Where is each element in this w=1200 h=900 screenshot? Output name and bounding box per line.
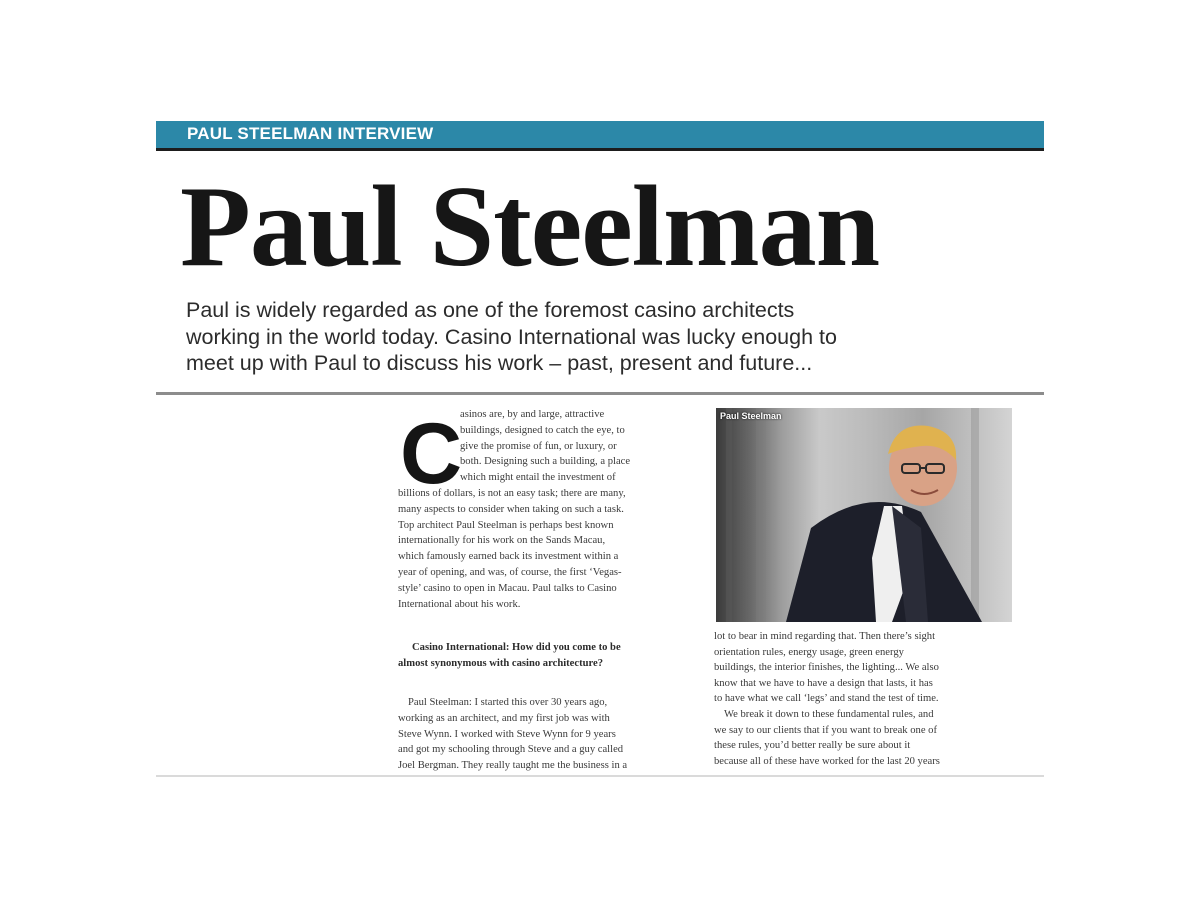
- intro-line: buildings, designed to catch the eye, to: [460, 424, 625, 436]
- intro-line: Top architect Paul Steelman is perhaps best known: [398, 519, 614, 531]
- section-divider: [156, 392, 1044, 395]
- right-line: buildings, the interior finishes, the lighting... We also: [714, 662, 939, 674]
- headline: Paul Steelman: [180, 163, 880, 291]
- intro-line: style’ casino to open in Macau. Paul talks to Casino: [398, 582, 617, 594]
- standfirst-line: meet up with Paul to discuss his work – past, present and future...: [186, 351, 813, 375]
- portrait-illustration: [716, 408, 1012, 622]
- photo-caption: Paul Steelman: [720, 411, 782, 421]
- answer-line: working as an architect, and my first job was with: [398, 712, 610, 724]
- intro-paragraph: [398, 407, 696, 612]
- intro-line: International about his work.: [398, 598, 521, 610]
- intro-line: which famously earned back its investment within a: [398, 551, 619, 563]
- intro-line: billions of dollars, is not an easy task; there are many,: [398, 487, 626, 499]
- section-banner-label: PAUL STEELMAN INTERVIEW: [187, 124, 434, 143]
- intro-line: both. Designing such a building, a place: [460, 456, 631, 468]
- question-line: Casino International: How did you come to be: [412, 642, 621, 653]
- answer-line: Joel Bergman. They really taught me the business in a: [398, 760, 628, 772]
- intro-line: asinos are, by and large, attractive: [460, 409, 605, 420]
- intro-line: internationally for his work on the Sands Macau,: [398, 535, 606, 547]
- section-banner: [156, 121, 1044, 151]
- standfirst-line: Paul is widely regarded as one of the foremost casino architects: [186, 298, 795, 322]
- answer-line: and got my schooling through Steve and a guy called: [398, 744, 624, 756]
- intro-line: give the promise of fun, or luxury, or: [460, 440, 617, 452]
- page-bottom-edge: [156, 775, 1044, 777]
- intro-line: many aspects to consider when taking on such a task.: [398, 503, 624, 515]
- interview-answer: [398, 695, 696, 774]
- right-line: We break it down to these fundamental rules, and: [724, 708, 934, 720]
- right-line: know that we have to have a design that lasts, it has: [714, 677, 933, 689]
- standfirst: [186, 297, 1026, 377]
- standfirst-line: working in the world today. Casino International was lucky enough to: [186, 324, 837, 349]
- intro-line: which might entail the investment of: [460, 472, 616, 484]
- answer-line: Steve Wynn. I worked with Steve Wynn for 9 years: [398, 728, 616, 740]
- drop-cap: C: [400, 406, 463, 502]
- intro-line: year of opening, and was, of course, the first ‘Vegas-: [398, 566, 622, 578]
- answer-line: Paul Steelman: I started this over 30 years ago,: [408, 697, 608, 708]
- right-line: these rules, you’d better really be sure about it: [714, 740, 911, 752]
- interview-question: [398, 640, 696, 672]
- right-line: lot to bear in mind regarding that. Then there’s sight: [714, 631, 936, 642]
- magazine-page: [156, 121, 1044, 777]
- right-line: to have what we call ‘legs’ and stand the test of time.: [714, 693, 939, 705]
- right-column: [714, 629, 1014, 769]
- portrait-photo: [716, 408, 1012, 622]
- right-line: orientation rules, energy usage, green energy: [714, 646, 904, 658]
- right-line: we say to our clients that if you want to break one of: [714, 724, 937, 736]
- right-line: because all of these have worked for the last 20 years: [714, 755, 940, 767]
- question-line: almost synonymous with casino architecture?: [398, 657, 604, 669]
